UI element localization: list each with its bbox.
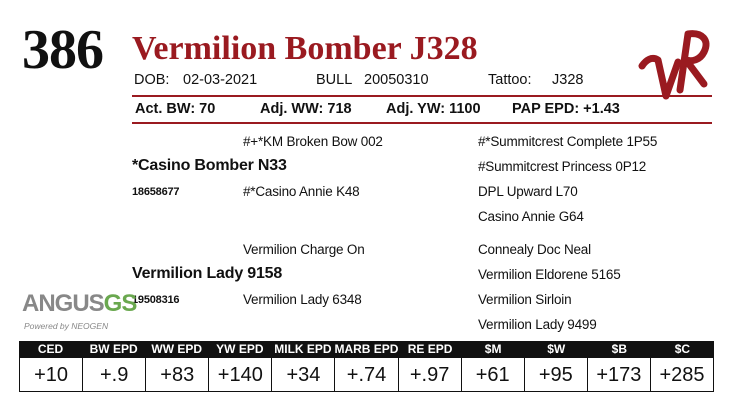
epd-header: $W <box>547 342 566 356</box>
registration-number: 20050310 <box>364 72 429 88</box>
sire-sire-sire: #*Summitcrest Complete 1P55 <box>478 134 658 149</box>
divider-bottom <box>132 122 712 124</box>
epd-value: +83 <box>146 358 209 391</box>
sex-value: BULL <box>316 72 353 88</box>
angus-logo-text: ANGUS <box>22 290 104 317</box>
tattoo-value: J328 <box>552 72 584 88</box>
epd-value: +285 <box>651 358 714 391</box>
dam-registration: 19508316 <box>132 294 180 306</box>
epd-header: BW EPD <box>89 342 138 356</box>
epd-header: YW EPD <box>216 342 264 356</box>
epd-header-row <box>19 341 714 358</box>
pap-epd: PAP EPD: +1.43 <box>512 101 620 117</box>
dob-value: 02-03-2021 <box>183 72 258 88</box>
epd-value: +95 <box>525 358 588 391</box>
dam-name: Vermilion Lady 9158 <box>132 265 283 282</box>
sire-registration: 18658677 <box>132 186 180 198</box>
epd-header: $M <box>484 342 502 356</box>
dam-dam-dam: Vermilion Lady 9499 <box>478 317 597 332</box>
sire-dam: #*Casino Annie K48 <box>243 184 360 199</box>
tattoo-label: Tattoo: <box>488 72 532 88</box>
dam-sire: Vermilion Charge On <box>243 242 365 257</box>
vr-brand-icon <box>636 26 716 106</box>
epd-header: RE EPD <box>407 342 453 356</box>
epd-value: +140 <box>209 358 272 391</box>
dam-dam: Vermilion Lady 6348 <box>243 292 362 307</box>
dam-dam-sire: Vermilion Sirloin <box>478 292 572 307</box>
epd-value: +10 <box>20 358 83 391</box>
epd-value: +.9 <box>83 358 146 391</box>
dob-label: DOB: <box>134 72 170 88</box>
yearling-weight: Adj. YW: 1100 <box>386 101 481 117</box>
epd-value: +173 <box>588 358 651 391</box>
angus-gs-logo <box>22 290 137 338</box>
epd-value: +.74 <box>335 358 398 391</box>
angus-logo-gs: GS <box>103 290 137 317</box>
epd-value-row <box>19 358 714 392</box>
sire-dam-sire: DPL Upward L70 <box>478 184 578 199</box>
epd-header: MILK EPD <box>274 342 332 356</box>
epd-value: +34 <box>272 358 335 391</box>
epd-header: WW EPD <box>151 342 203 356</box>
epd-header: MARB EPD <box>334 342 399 356</box>
epd-header: CED <box>37 342 64 356</box>
epd-value: +61 <box>462 358 525 391</box>
divider-top <box>132 95 712 97</box>
sire-sire-dam: #Summitcrest Princess 0P12 <box>478 159 647 174</box>
sire-sire: #+*KM Broken Bow 002 <box>243 134 383 149</box>
epd-header: $C <box>674 342 691 356</box>
weaning-weight: Adj. WW: 718 <box>260 101 352 117</box>
animal-name: Vermilion Bomber J328 <box>132 30 478 67</box>
dam-sire-dam: Vermilion Eldorene 5165 <box>478 267 621 282</box>
sire-name: *Casino Bomber N33 <box>132 157 287 174</box>
epd-header: $B <box>611 342 627 356</box>
dam-sire-sire: Connealy Doc Neal <box>478 242 591 257</box>
powered-by-text: Powered by NEOGEN <box>24 321 109 331</box>
sire-dam-dam: Casino Annie G64 <box>478 209 584 224</box>
angus-logo-word <box>22 290 136 318</box>
epd-value: +.97 <box>399 358 462 391</box>
lot-number: 386 <box>22 19 103 81</box>
birth-weight: Act. BW: 70 <box>135 101 216 117</box>
